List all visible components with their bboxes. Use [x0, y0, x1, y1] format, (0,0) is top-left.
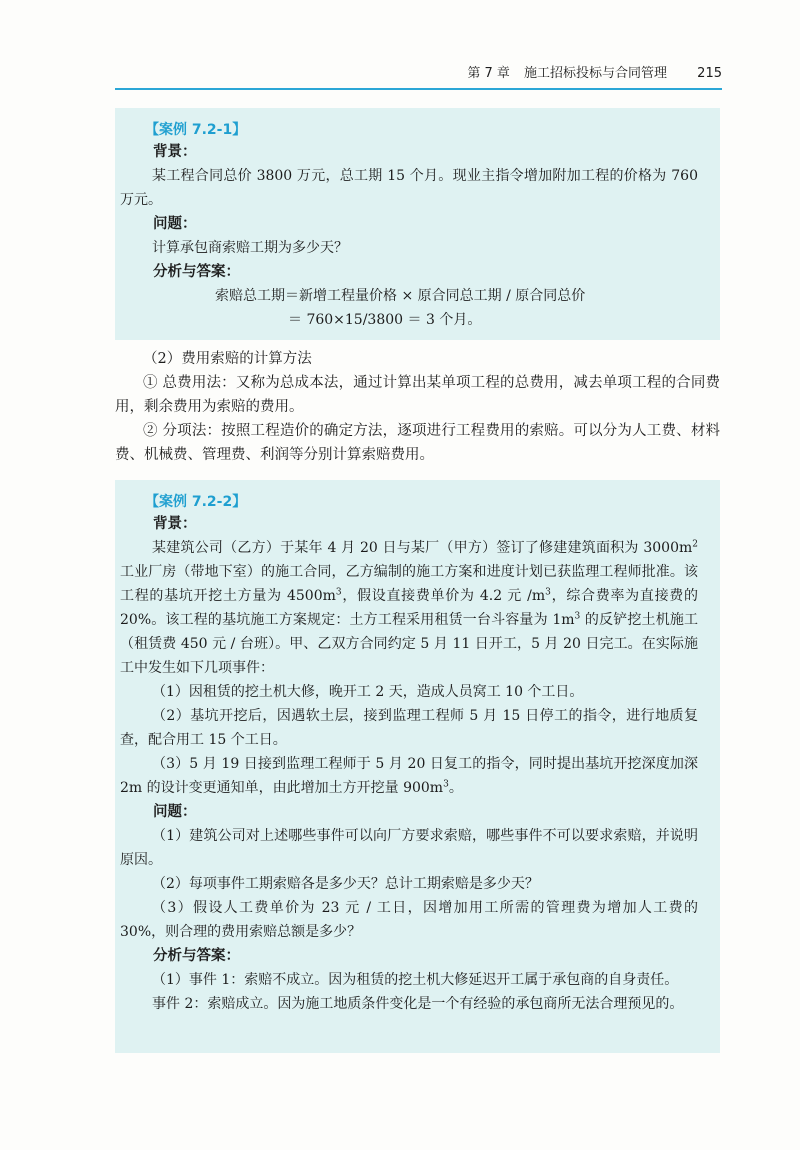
question-1: （1）建筑公司对上述哪些事件可以向厂方要求索赔，哪些事件不可以要求索赔，并说明原因。 — [120, 828, 698, 868]
event-2: （2）基坑开挖后，因遇软土层，接到监理工程师 5 月 15 日停工的指令，进行地质复查，配合用工 15 个工日。 — [120, 708, 698, 748]
background-part: ，综合费率为直接费的 20%。该工程的基坑施工方案规定：土方工程采用租赁一台斗容量为 1m — [120, 588, 699, 628]
event-3-part: （3）5 月 19 日接到监理工程师于 5 月 20 日复工的指令，同时提出基坑开挖深度加深 2m 的设计变更通知单，由此增加土方开挖量 900m — [120, 756, 698, 796]
superscript: 3 — [443, 779, 449, 790]
background-label: 背景： — [153, 144, 197, 160]
answer-1: （1）事件 1：索赔不成立。因为租赁的挖土机大修延迟开工属于承包商的自身责任。 — [152, 972, 679, 988]
background-label: 背景： — [153, 516, 197, 532]
background-text — [120, 536, 698, 680]
superscript: 3 — [335, 587, 342, 598]
question-2: （2）每项事件工期索赔各是多少天？总计工期索赔是多少天？ — [152, 876, 539, 892]
chapter-number: 第 7 章 — [467, 66, 510, 81]
question-label: 问题： — [153, 804, 197, 820]
header-rule — [115, 88, 722, 90]
question-3: （3）假设人工费单价为 23 元 / 工日，因增加用工所需的管理费为增加人工费的 30%，则合理的费用索赔总额是多少？ — [120, 900, 698, 940]
background-text: 某工程合同总价 3800 万元，总工期 15 个月。现业主指令增加附加工程的价格为 760 万元。 — [120, 168, 698, 208]
running-header — [115, 62, 722, 84]
cost-claim-section — [115, 347, 720, 467]
background-part: 的反铲挖土机施工（租赁费 450 元 / 台班）。甲、乙双方合同约定 5 月 11 日开工，5 月 20 日完工。在实际施工中发生如下几项事件： — [120, 612, 699, 676]
superscript: 3 — [574, 611, 581, 622]
superscript: 2 — [692, 539, 698, 550]
question-label: 问题： — [153, 216, 197, 232]
answer-2: 事件 2：索赔成立。因为施工地质条件变化是一个有经验的承包商所无法合理预见的。 — [152, 996, 684, 1012]
case-box-7-2-1 — [115, 108, 720, 340]
page-number: 215 — [697, 66, 722, 81]
method-total-cost: ① 总费用法：又称为总成本法，通过计算出某单项工程的总费用，减去单项工程的合同费用，剩余费用为索赔的费用。 — [115, 375, 720, 415]
case-box-7-2-2 — [115, 480, 720, 1053]
event-3-part: 。 — [448, 780, 463, 796]
method-itemized: ② 分项法：按照工程造价的确定方法，逐项进行工程费用的索赔。可以分为人工费、材料费、机械费、管理费、利润等分别计算索赔费用。 — [115, 423, 720, 463]
case-tag: 【案例 7.2-2】 — [145, 494, 247, 510]
section-heading: （2）费用索赔的计算方法 — [143, 351, 312, 367]
background-part: 某建筑公司（乙方）于某年 4 月 20 日与某厂（甲方）签订了修建建筑面积为 3000m — [152, 540, 693, 556]
superscript: 3 — [545, 587, 551, 598]
case-tag: 【案例 7.2-1】 — [145, 122, 247, 138]
question-text: 计算承包商索赔工期为多少天？ — [152, 240, 348, 256]
formula-line-1: 索赔总工期＝新增工程量价格 × 原合同总工期 / 原合同总价 — [215, 288, 586, 304]
event-3 — [120, 752, 698, 800]
chapter-title: 施工招标投标与合同管理 — [524, 66, 668, 81]
background-part: 工业厂房（带地下室）的施工合同，乙方编制的施工方案和进度计划已获监理工程师批准。该工程的基坑开挖土方量为 4500m — [120, 564, 698, 604]
event-1: （1）因租赁的挖土机大修，晚开工 2 天，造成人员窝工 10 个工日。 — [152, 684, 584, 700]
background-part: ，假设直接费单价为 4.2 元 /m — [341, 588, 546, 604]
formula-line-2: ＝ 760×15/3800 ＝ 3 个月。 — [288, 312, 482, 328]
answer-label: 分析与答案： — [153, 948, 240, 964]
answer-label: 分析与答案： — [153, 264, 240, 280]
